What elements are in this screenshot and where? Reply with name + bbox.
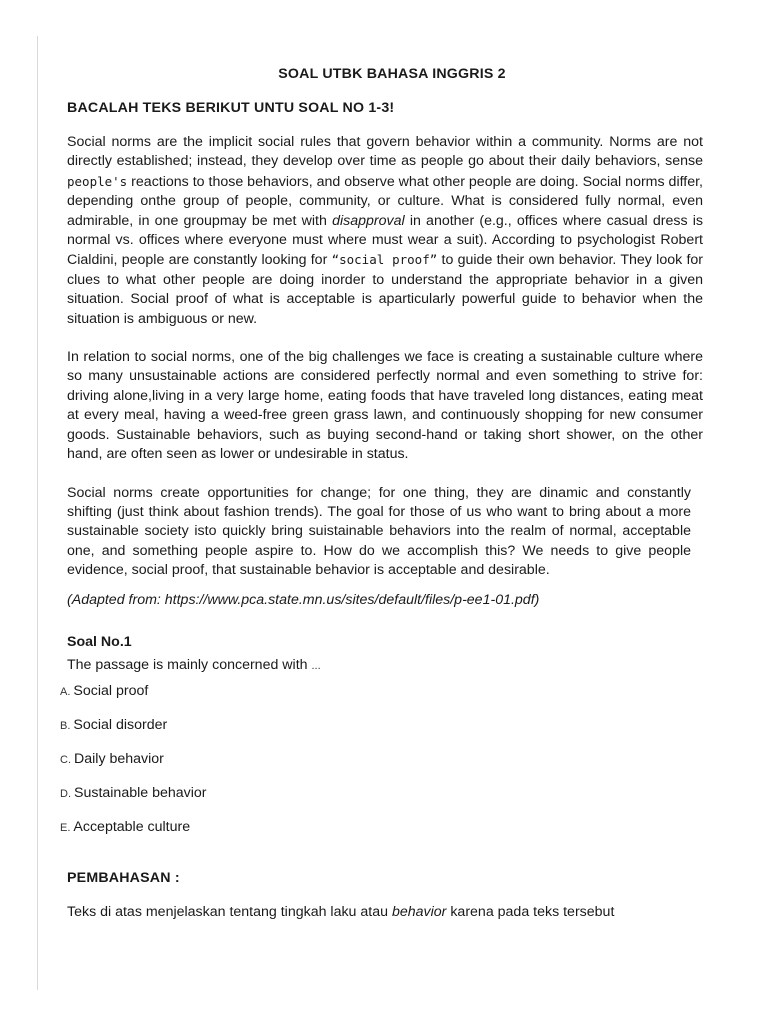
discussion-text-b: karena pada teks tersebut	[446, 903, 615, 920]
answer-option-d[interactable]	[60, 785, 703, 819]
answer-option-e[interactable]	[60, 819, 703, 853]
paragraph-1-text-a: Social norms are the implicit social rules that govern behavior within a community. Norms are not directly established; instead, they develop over time as people go about their daily behaviors, sense	[67, 134, 703, 170]
discussion-title: PEMBAHASAN :	[67, 869, 180, 886]
option-text: Daily behavior	[74, 750, 164, 767]
passage-paragraph-1	[67, 133, 703, 329]
option-letter: D.	[60, 787, 71, 800]
question-1-ellipsis: ...	[311, 659, 321, 672]
answer-option-a[interactable]	[60, 683, 703, 717]
passage-paragraph-3: Social norms create opportunities for change; for one thing, they are dinamic and constantly shifting (just think about fashion trends). The goal for those of us who want to bring about a more sustainable society isto quickly bring suistainable behaviors into the realm of normal, acceptable one, and something people aspire to. How do we accomplish this? We needs to give people evidence, social proof, that sustainable behavior is acceptable and desirable.	[67, 484, 691, 579]
reading-instruction: BACALAH TEKS BERIKUT UNTU SOAL NO 1-3!	[67, 100, 395, 116]
paragraph-1-text-c: in another (e.g., offices where casual dress is normal vs. offices where everyone must where must wear a suit). According to psychologist Robert Cialdini, people are constantly looking for	[67, 212, 703, 269]
answer-option-b[interactable]	[60, 717, 703, 751]
source-citation: (Adapted from: https://www.pca.state.mn.us/sites/default/files/p-ee1-01.pdf)	[67, 591, 540, 608]
paragraph-1-social-proof: “social proof”	[331, 252, 438, 268]
option-text: Sustainable behavior	[74, 784, 207, 801]
option-text: Social proof	[73, 682, 149, 699]
option-letter: A.	[60, 685, 71, 698]
page-margin-line	[37, 36, 38, 990]
option-letter: E.	[60, 821, 71, 834]
answer-option-c[interactable]	[60, 751, 703, 785]
answer-options	[60, 683, 703, 853]
option-text: Social disorder	[73, 716, 168, 733]
question-1-text	[67, 657, 703, 673]
option-letter: B.	[60, 719, 71, 732]
option-text: Acceptable culture	[73, 818, 191, 835]
paragraph-1-text-d: to guide their own behavior. They look for clues to what other people are doing inorder to understand the appropriate behavior in a given situation. Social proof of what is acceptable is aparticularly powerful guide to behavior when the situation is ambiguous or new.	[67, 252, 704, 327]
page-title: SOAL UTBK BAHASA INGGRIS 2	[278, 66, 506, 82]
option-letter: C.	[60, 753, 71, 766]
discussion-behavior: behavior	[391, 903, 447, 920]
question-1-stem: The passage is mainly concerned with	[67, 656, 312, 673]
passage-paragraph-2: In relation to social norms, one of the big challenges we face is creating a sustainable culture where so many unsustainable actions are considered perfectly normal and even something to strive for: driving alone,living in a very large home, eating foods that have traveled long distances, eating meat at every meal, having a weed-free green grass lawn, and continuously shopping for new consumer goods. Sustainable behaviors, such as buying second-hand or taking short shower, on the other hand, are often seen as lower or undesirable in status.	[67, 349, 703, 463]
discussion-text	[67, 903, 703, 922]
document-page	[60, 66, 704, 922]
paragraph-1-text-b: reactions to those behaviors, and observe what other people are doing. Social norms differ, depending onthe group of people, community, or culture. What is considered fully normal, even admirable, in one groupmay be met with	[67, 173, 703, 229]
discussion-text-a: Teks di atas menjelaskan tentang tingkah laku atau	[67, 903, 392, 920]
paragraph-1-peoples: people's	[67, 173, 128, 189]
paragraph-1-disapproval: disapproval	[332, 212, 405, 229]
question-1-title: Soal No.1	[67, 633, 132, 650]
